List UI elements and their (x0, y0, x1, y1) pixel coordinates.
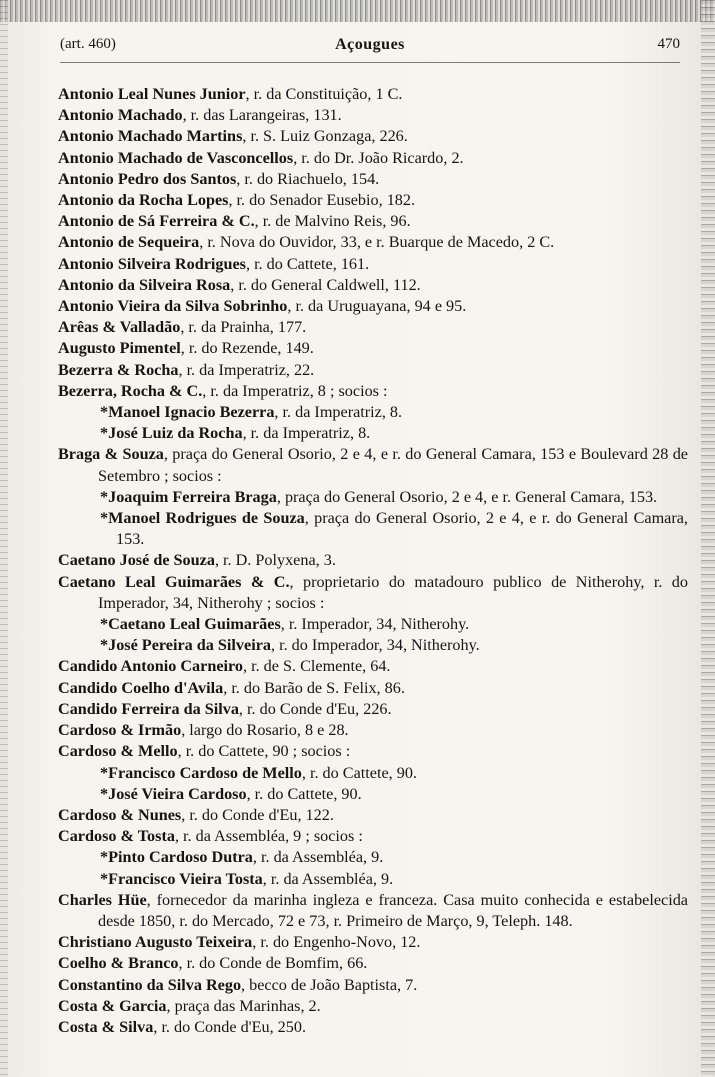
directory-entry (58, 190, 688, 211)
entry-address: , r. S. Luiz Gonzaga, 226. (242, 127, 408, 146)
entry-address: , r. das Larangeiras, 131. (182, 106, 342, 125)
entry-name: *Manoel Ignacio Bezerra (100, 403, 275, 422)
entry-address: , r. da Imperatriz, 8 ; socios : (202, 381, 388, 400)
entry-address: , praça das Marinhas, 2. (166, 996, 321, 1015)
entry-name: Bezerra, Rocha & C. (58, 381, 203, 400)
directory-entry (58, 317, 688, 338)
directory-entry (58, 1017, 688, 1038)
page-right-edge (701, 0, 715, 1077)
entry-address: , r. do Cattete, 90. (246, 784, 362, 803)
entry-name: Caetano Leal Guimarães & C. (58, 572, 290, 591)
partner-entry (58, 847, 688, 868)
entry-address: , r. Imperador, 34, Nitherohy. (280, 615, 470, 634)
entry-address: , r. D. Polyxena, 3. (214, 551, 336, 570)
entry-name: Antonio Machado (58, 106, 183, 125)
directory-entry (58, 338, 688, 359)
entry-name: *José Vieira Cardoso (100, 784, 247, 803)
directory-entry (58, 169, 688, 190)
entry-name: *Francisco Vieira Tosta (100, 869, 263, 888)
directory-listing (58, 84, 688, 1038)
entry-name: *Joaquim Ferreira Braga (100, 487, 277, 506)
entry-address: , r. do Conde d'Eu, 226. (238, 699, 392, 718)
section-title: Açougues (335, 36, 405, 53)
directory-entry (58, 826, 688, 847)
entry-address: , becco de João Baptista, 7. (241, 975, 418, 994)
directory-entry (58, 381, 688, 402)
directory-entry (58, 148, 688, 169)
entry-address: , r. da Assembléa, 9. (252, 848, 384, 867)
partner-entry (58, 869, 688, 890)
entry-address: , praça do General Osorio, 2 e 4, e r. General Camara, 153. (276, 487, 658, 506)
entry-name: Antonio de Sá Ferreira & C. (58, 212, 255, 231)
entry-address: , praça do General Osorio, 2 e 4, e r. do General Camara, 153. (116, 509, 688, 549)
entry-name: Costa & Garcia (58, 996, 167, 1015)
entry-name: Bezerra & Rocha (58, 360, 179, 379)
entry-name: Arêas & Valladão (58, 318, 181, 337)
entry-address: , r. do Cattete, 90 ; socios : (177, 742, 351, 761)
entry-name: Constantino da Silva Rego (58, 975, 242, 994)
directory-entry (58, 84, 688, 105)
entry-address: , r. da Imperatriz, 8. (274, 403, 403, 422)
entry-name: *Manoel Rodrigues de Souza (100, 509, 305, 528)
entry-address: , largo do Rosario, 8 e 28. (181, 721, 349, 740)
entry-name: Cardoso & Mello (58, 742, 178, 761)
directory-entry (58, 296, 688, 317)
entry-name: Antonio da Silveira Rosa (58, 275, 231, 294)
entry-name: Cardoso & Nunes (58, 805, 182, 824)
entry-address: , r. da Assembléa, 9. (262, 869, 394, 888)
article-reference: (art. 460) (60, 36, 116, 52)
entry-name: *Francisco Cardoso de Mello (100, 763, 302, 782)
entry-address: , r. do Engenho-Novo, 12. (252, 933, 421, 952)
directory-entry (58, 678, 688, 699)
directory-entry (58, 996, 688, 1017)
directory-entry (58, 550, 688, 571)
partner-entry (58, 784, 688, 805)
entry-address: , fornecedor da marinha ingleza e franceza. Casa muito conhecida e estabelecida desde 1850, r. do Mercado, 72 e 73, r. Primeiro de Março, 9, Teleph. 148. (98, 890, 688, 930)
entry-address: , r. da Imperatriz, 8. (242, 424, 371, 443)
entry-address: , r. de S. Clemente, 64. (243, 657, 391, 676)
page-left-edge (0, 0, 8, 1077)
entry-name: Caetano José de Souza (58, 551, 215, 570)
entry-address: , r. do Conde d'Eu, 122. (181, 805, 334, 824)
entry-name: Cardoso & Irmão (58, 721, 182, 740)
directory-entry (58, 254, 688, 275)
partner-entry (58, 423, 688, 444)
entry-name: *José Luiz da Rocha (100, 424, 243, 443)
entry-name: Braga & Souza (58, 445, 164, 464)
entry-name: Christiano Augusto Teixeira (58, 933, 253, 952)
entry-name: Antonio Vieira da Silva Sobrinho (58, 297, 288, 316)
directory-entry (58, 975, 688, 996)
directory-entry (58, 126, 688, 147)
entry-name: Augusto Pimentel (58, 339, 181, 358)
entry-name: *Pinto Cardoso Dutra (100, 848, 253, 867)
entry-name: Costa & Silva (58, 1017, 154, 1036)
entry-address: , r. da Prainha, 177. (180, 318, 307, 337)
directory-entry (58, 105, 688, 126)
directory-entry (58, 953, 688, 974)
entry-address: , praça do General Osorio, 2 e 4, e r. do General Camara, 153 e Boulevard 28 de Setembro ; socios : (98, 445, 688, 485)
entry-address: , r. do Conde de Bomfim, 66. (178, 954, 368, 973)
directory-entry (58, 890, 688, 932)
entry-name: Antonio da Rocha Lopes (58, 191, 229, 210)
entry-name: Cardoso & Tosta (58, 827, 175, 846)
directory-entry (58, 275, 688, 296)
partner-entry (58, 635, 688, 656)
entry-name: Candido Coelho d'Avila (58, 678, 224, 697)
entry-name: Coelho & Branco (58, 954, 179, 973)
entry-address: , r. Nova do Ouvidor, 33, e r. Buarque de Macedo, 2 C. (199, 233, 555, 252)
entry-address: , r. da Uruguayana, 94 e 95. (287, 297, 467, 316)
entry-name: *Caetano Leal Guimarães (100, 615, 281, 634)
directory-entry (58, 699, 688, 720)
directory-entry (58, 932, 688, 953)
partner-entry (58, 487, 688, 508)
entry-address: , r. do General Caldwell, 112. (230, 275, 421, 294)
entry-address: , r. do Dr. João Ricardo, 2. (293, 148, 464, 167)
directory-entry (58, 360, 688, 381)
page-top-edge (0, 0, 715, 22)
entry-address: , r. da Assembléa, 9 ; socios : (174, 827, 363, 846)
entry-address: , r. do Barão de S. Felix, 86. (223, 678, 405, 697)
entry-address: , r. do Cattete, 90. (301, 763, 417, 782)
entry-name: Candido Antonio Carneiro (58, 657, 243, 676)
entry-name: Antonio Leal Nunes Junior (58, 85, 246, 103)
partner-entry (58, 614, 688, 635)
partner-entry (58, 402, 688, 423)
entry-name: Antonio Machado Martins (58, 127, 243, 146)
entry-address: , r. do Senador Eusebio, 182. (228, 191, 416, 210)
entry-name: Candido Ferreira da Silva (58, 699, 239, 718)
directory-entry (58, 572, 688, 614)
entry-name: Charles Hüe (58, 890, 147, 909)
entry-address: , r. do Imperador, 34, Nitherohy. (270, 636, 480, 655)
partner-entry (58, 763, 688, 784)
entry-name: Antonio Silveira Rodrigues (58, 254, 246, 273)
directory-entry (58, 720, 688, 741)
entry-name: Antonio Machado de Vasconcellos (58, 148, 294, 167)
entry-name: Antonio de Sequeira (58, 233, 200, 252)
entry-address: , proprietario do matadouro publico de Nitherohy, r. do Imperador, 34, Nitherohy ; socios : (98, 572, 688, 612)
page-number: 470 (657, 36, 680, 52)
running-header (60, 36, 680, 63)
entry-name: *José Pereira da Silveira (100, 636, 271, 655)
directory-entry (58, 656, 688, 677)
directory-entry (58, 211, 688, 232)
directory-entry (58, 232, 688, 253)
entry-address: , r. do Conde d'Eu, 250. (153, 1017, 306, 1036)
partner-entry (58, 508, 688, 550)
entry-address: , r. do Cattete, 161. (245, 254, 370, 273)
directory-entry (58, 805, 688, 826)
entry-address: , r. da Imperatriz, 22. (178, 360, 315, 379)
directory-entry (58, 741, 688, 762)
entry-name: Antonio Pedro dos Santos (58, 169, 237, 188)
entry-address: , r. da Constituição, 1 C. (245, 85, 403, 103)
directory-entry (58, 444, 688, 486)
entry-address: , r. do Rezende, 149. (180, 339, 314, 358)
entry-address: , r. de Malvino Reis, 96. (254, 212, 411, 231)
entry-address: , r. do Riachuelo, 154. (236, 169, 380, 188)
